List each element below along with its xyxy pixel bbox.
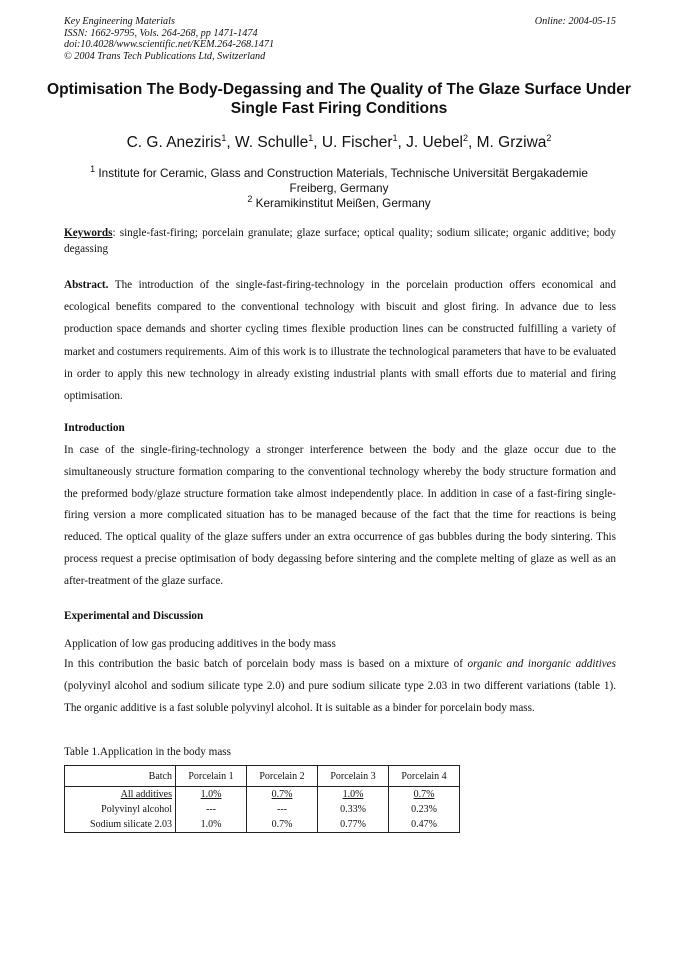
paper-title: Optimisation The Body-Degassing and The Quality of The Glaze Surface Under Single Fast Firing Conditions [47,81,631,117]
table-cell: 0.33% [318,802,389,817]
table-cell: 1.0% [176,787,247,803]
table-header-cell: Porcelain 4 [389,766,460,787]
author-name: M. Grziwa [476,134,547,151]
table-header-row [65,766,460,787]
introduction-text: In case of the single-firing-technology a stronger interference between the body and the glaze occur due to the simultaneously structure formation comparing to the conventional technology whereby the body structure formation and the preformed body/glaze structure formation take almost independently place. In addition in case of a fast-firing single-firing version a more complicated situation has to be managed because of the fact that the time for reactions is being reduced. The optical quality of the glaze suffers under an extra occurrence of gas bubbles during the body sintering. This process request a precise optimisation of body degassing before sintering and the complete melting of glaze as well as an after-treatment of the glaze surface. [64,444,616,587]
table-cell: 0.23% [389,802,460,817]
author-affiliation-mark: 1 [221,132,227,143]
table-cell: 0.7% [247,817,318,833]
journal-name: Key Engineering Materials [64,16,175,27]
affiliations [40,166,638,211]
introduction-heading: Introduction [64,422,125,434]
affiliation-number: 2 [247,194,253,205]
journal-header [64,16,616,62]
journal-doi: doi:10.4028/www.scientific.net/KEM.264-268.1471 [64,39,275,51]
table-header-cell: Porcelain 1 [176,766,247,787]
author-list: C. G. Aneziris$^1$, W. Schulle$^1$, U. Fischer$^1$, J. Uebel$^2$, M. Grziwa$^2$ [126,132,552,151]
table-cell: --- [176,802,247,817]
affiliation-1 [40,166,638,181]
table-cell: 1.0% [176,817,247,833]
table-row [65,802,460,817]
table-row [65,817,460,833]
author-name: W. Schulle [234,134,309,151]
table-cell: 0.7% [247,787,318,803]
abstract [64,274,616,407]
table-cell: 0.77% [318,817,389,833]
author-affiliation-mark: 2 [546,132,552,143]
keywords-text: : single-fast-firing; porcelain granulate; glaze surface; optical quality; sodium silicate; organic additive; body degassing [64,227,616,255]
table-caption: Table 1.Application in the body mass [64,746,231,758]
affiliation-1-cont: Freiberg, Germany [289,181,389,195]
author-name: U. Fischer [321,134,393,151]
keywords [64,225,616,257]
affiliation-text: Institute for Ceramic, Glass and Construction Materials, Technische Universität Bergakademie [98,166,588,180]
experimental-subheading: Application of low gas producing additives in the body mass [64,638,336,650]
author-affiliation-mark: 1 [308,132,314,143]
experimental-text [64,654,616,719]
table-cell: Sodium silicate 2.03 [90,819,172,830]
author-name: C. G. Aneziris [126,134,222,151]
online-date: Online: 2004-05-15 [534,16,616,27]
experimental-text-part: In this contribution the basic batch of porcelain body mass is based on a mixture of [64,658,468,670]
journal-copyright: © 2004 Trans Tech Publications Ltd, Switzerland [64,50,266,62]
table-row [65,787,460,803]
table-cell: 1.0% [318,787,389,803]
table-header-cell: Batch [65,766,176,787]
table-1 [64,765,460,833]
table-cell: All additives [120,789,172,800]
journal-issn: ISSN: 1662-9795, Vols. 264-268, pp 1471-1474 [64,27,258,39]
author-affiliation-mark: 1 [392,132,398,143]
abstract-label: Abstract. [64,279,109,291]
table-cell: 0.7% [389,787,460,803]
experimental-text-part: (polyvinyl alcohol and sodium silicate type 2.0) and pure sodium silicate type 2.03 in two different variations (table 1). The organic additive is a fast soluble polyvinyl alcohol. It is suitable as a binder for porcelain body mass. [64,679,616,714]
table-header-cell: Porcelain 3 [318,766,389,787]
affiliation-2 [40,196,638,211]
affiliation-number: 1 [90,164,96,175]
table-cell: 0.47% [389,817,460,833]
keywords-label: Keywords [64,227,113,239]
table-header-cell: Porcelain 2 [247,766,318,787]
author-affiliation-mark: 2 [463,132,469,143]
affiliation-text: Keramikinstitut Meißen, Germany [255,196,431,210]
experimental-text-italic: organic and inorganic additives [467,658,616,670]
author-name: J. Uebel [406,134,463,151]
table-cell: Polyvinyl alcohol [101,804,172,815]
experimental-heading: Experimental and Discussion [64,610,204,622]
table-cell: --- [247,802,318,817]
abstract-text: The introduction of the single-fast-firing-technology in the porcelain production offers economical and ecological benefits compared to the conventional technology with biscuit and glost firing. In advance due to less production space demands and shorter cycling times flexible production lines can be constructed fulfilling a variety of market and costumers requirements. Aim of this work is to illustrate the technological parameters that have to be evaluated in order to apply this new technology in already existing industrial plants with small efforts due to material and firing optimisation. [64,279,616,403]
